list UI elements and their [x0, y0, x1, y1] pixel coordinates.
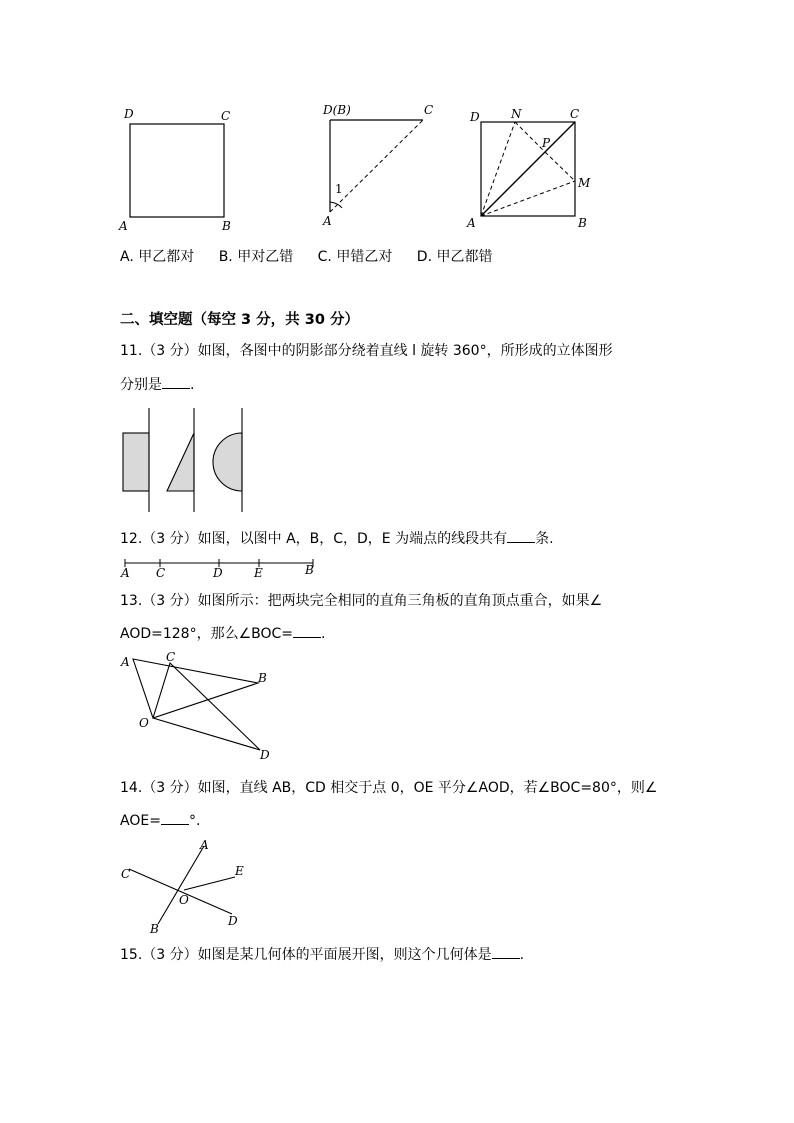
option-b: B. 甲对乙错 [218, 249, 294, 265]
angle-1-label: 1 [335, 182, 343, 196]
figure-folded-square [310, 100, 450, 230]
q11-line2 [120, 374, 194, 395]
label-D: D [213, 566, 223, 580]
figure-triangles [115, 650, 275, 760]
label-D: D [470, 110, 480, 124]
label-C: C [121, 867, 131, 881]
q12-suffix: 条. [535, 531, 554, 547]
label-B: B [150, 922, 159, 936]
q14-line2 [120, 810, 200, 831]
label-E: E [235, 864, 244, 878]
section-heading: 二、填空题（每空 3 分，共 30 分） [120, 312, 359, 328]
answer-blank [492, 944, 520, 959]
label-E: E [254, 566, 263, 580]
figure-square-1 [115, 105, 245, 235]
q13-period: . [321, 626, 326, 642]
label-A: A [121, 655, 130, 669]
q14-text: AOE= [120, 813, 161, 829]
q12-line [120, 528, 554, 549]
q11-text: 分别是 [120, 377, 162, 393]
label-C: C [156, 566, 166, 580]
q12-text: 12.（3 分）如图，以图中 A，B，C，D，E 为端点的线段共有 [120, 531, 508, 547]
label-B: B [258, 671, 267, 685]
label-C: C [424, 103, 434, 117]
answer-blank [507, 528, 535, 543]
label-N: N [511, 107, 522, 121]
label-C: C [221, 109, 231, 123]
figure-square-with-folds [465, 105, 595, 235]
q13-line2 [120, 623, 325, 644]
label-A: A [200, 838, 209, 852]
option-d: D. 甲乙都错 [416, 249, 493, 265]
q11-period: . [190, 377, 195, 393]
q15-line [120, 944, 524, 965]
q11-line1: 11.（3 分）如图，各图中的阴影部分绕着直线 l 旋转 360°，所形成的立体图形 [120, 343, 613, 359]
label-D-B: D(B) [323, 103, 351, 117]
option-a: A. 甲乙都对 [120, 249, 195, 265]
label-P: P [542, 136, 551, 150]
label-D: D [124, 107, 134, 121]
q14-suffix: °. [188, 813, 201, 829]
q13-line1: 13.（3 分）如图所示：把两块完全相同的直角三角板的直角顶点重合，如果∠ [120, 593, 603, 609]
label-A: A [323, 214, 332, 228]
answer-blank [293, 623, 321, 638]
label-B: B [222, 219, 231, 233]
label-D: D [260, 748, 270, 762]
label-C: C [570, 107, 580, 121]
label-M: M [578, 176, 591, 190]
q10-options [120, 247, 492, 267]
figure-rotation-shapes [115, 405, 275, 515]
q15-period: . [519, 947, 525, 963]
option-c: C. 甲错乙对 [317, 249, 393, 265]
label-A: A [119, 219, 128, 233]
label-D: D [228, 914, 238, 928]
q14-line1: 14.（3 分）如图，直线 AB，CD 相交于点 0，OE 平分∠AOD，若∠BOC=80°，则∠ [120, 780, 658, 796]
label-O: O [179, 893, 189, 907]
label-C: C [166, 650, 176, 664]
label-A: A [467, 216, 476, 230]
answer-blank [161, 810, 189, 825]
q15-text: 15.（3 分）如图是某几何体的平面展开图，则这个几何体是 [120, 947, 492, 963]
label-A: A [121, 566, 130, 580]
label-B: B [305, 563, 314, 577]
label-B: B [578, 216, 587, 230]
answer-blank [162, 374, 190, 389]
q13-text: AOD=128°，那么∠BOC= [120, 626, 294, 642]
label-O: O [139, 716, 149, 730]
